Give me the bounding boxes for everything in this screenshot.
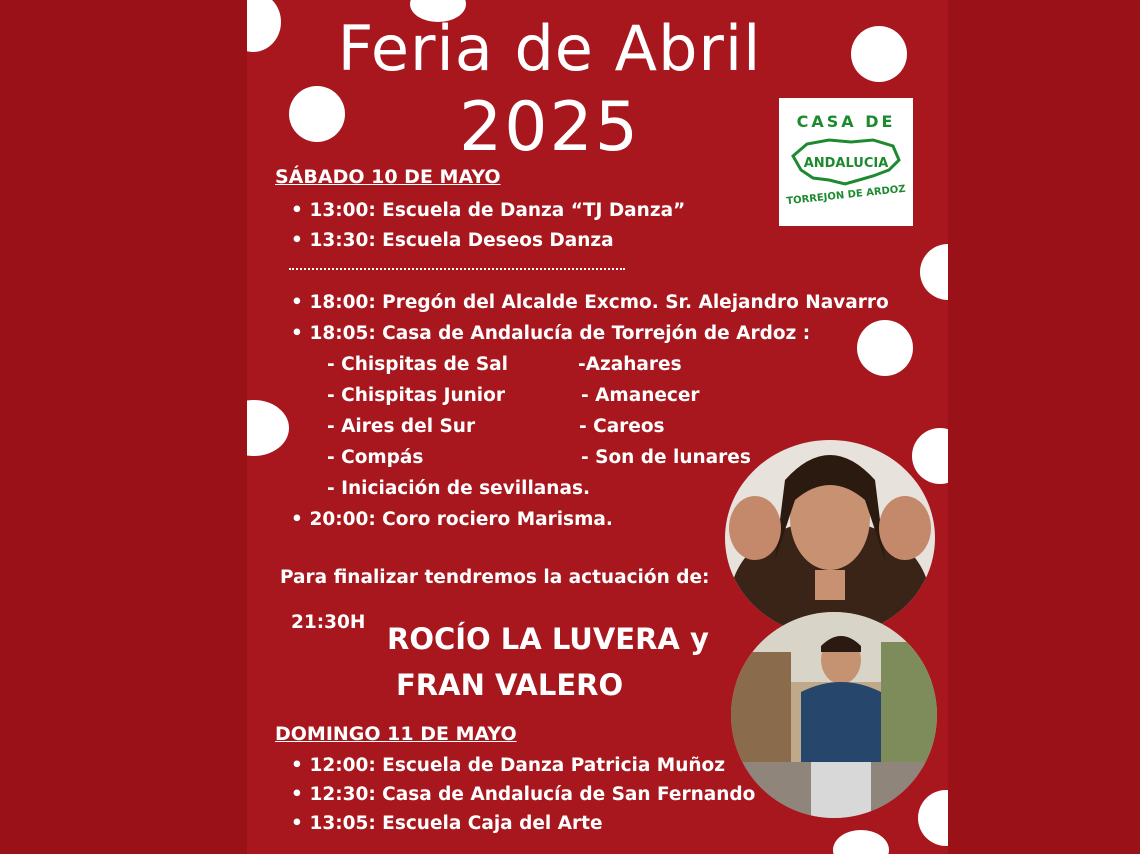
group-item: - Compás	[327, 447, 424, 468]
polka-dot	[833, 830, 889, 854]
list-item: • 12:30: Casa de Andalucía de San Fernando	[291, 784, 756, 805]
finale-artists-line1: ROCÍO LA LUVERA y	[387, 622, 709, 656]
list-item: • 13:00: Escuela de Danza “TJ Danza”	[291, 200, 686, 221]
logo-top-text: CASA DE	[796, 112, 896, 131]
group-item: - Chispitas de Sal	[327, 354, 508, 375]
list-item: • 20:00: Coro rociero Marisma.	[291, 509, 613, 530]
polka-dot	[247, 400, 289, 456]
finale-time: 21:30H	[291, 612, 366, 633]
dotted-separator	[289, 268, 625, 270]
polka-dot	[918, 790, 948, 846]
group-item: - Son de lunares	[581, 447, 751, 468]
polka-dot	[912, 428, 948, 484]
list-item: • 13:05: Escuela Caja del Arte	[291, 813, 603, 834]
day2-heading: DOMINGO 11 DE MAYO	[275, 723, 517, 745]
event-year: 2025	[458, 88, 641, 167]
artist-photo-rocio	[725, 440, 935, 636]
polka-dot	[857, 320, 913, 376]
logo-bottom-text: TORREJON DE ARDOZ	[785, 183, 907, 208]
finale-artists-line2: FRAN VALERO	[396, 668, 624, 702]
list-item: • 13:30: Escuela Deseos Danza	[291, 230, 614, 251]
day1-heading: SÁBADO 10 DE MAYO	[275, 166, 501, 188]
group-item: - Iniciación de sevillanas.	[327, 478, 590, 499]
event-title: Feria de Abril	[337, 12, 762, 85]
group-item: -Azahares	[578, 354, 682, 375]
right-backdrop	[948, 0, 1140, 854]
group-item: - Chispitas Junior	[327, 385, 505, 406]
list-item: • 18:00: Pregón del Alcalde Excmo. Sr. Alejandro Navarro	[291, 292, 889, 313]
andalucia-map-icon	[789, 134, 903, 190]
logo-center-text: ANDALUCIA	[803, 156, 889, 171]
group-item: - Aires del Sur	[327, 416, 476, 437]
list-item: • 12:00: Escuela de Danza Patricia Muñoz	[291, 755, 726, 776]
list-item: • 18:05: Casa de Andalucía de Torrejón de Ardoz :	[291, 323, 811, 344]
group-item: - Careos	[579, 416, 665, 437]
poster	[247, 0, 948, 854]
finale-intro: Para finalizar tendremos la actuación de:	[280, 567, 710, 588]
left-backdrop	[0, 0, 247, 854]
casa-andalucia-logo	[779, 98, 913, 226]
artist-photo-fran	[731, 612, 937, 818]
polka-dot	[920, 244, 948, 300]
group-item: - Amanecer	[581, 385, 700, 406]
